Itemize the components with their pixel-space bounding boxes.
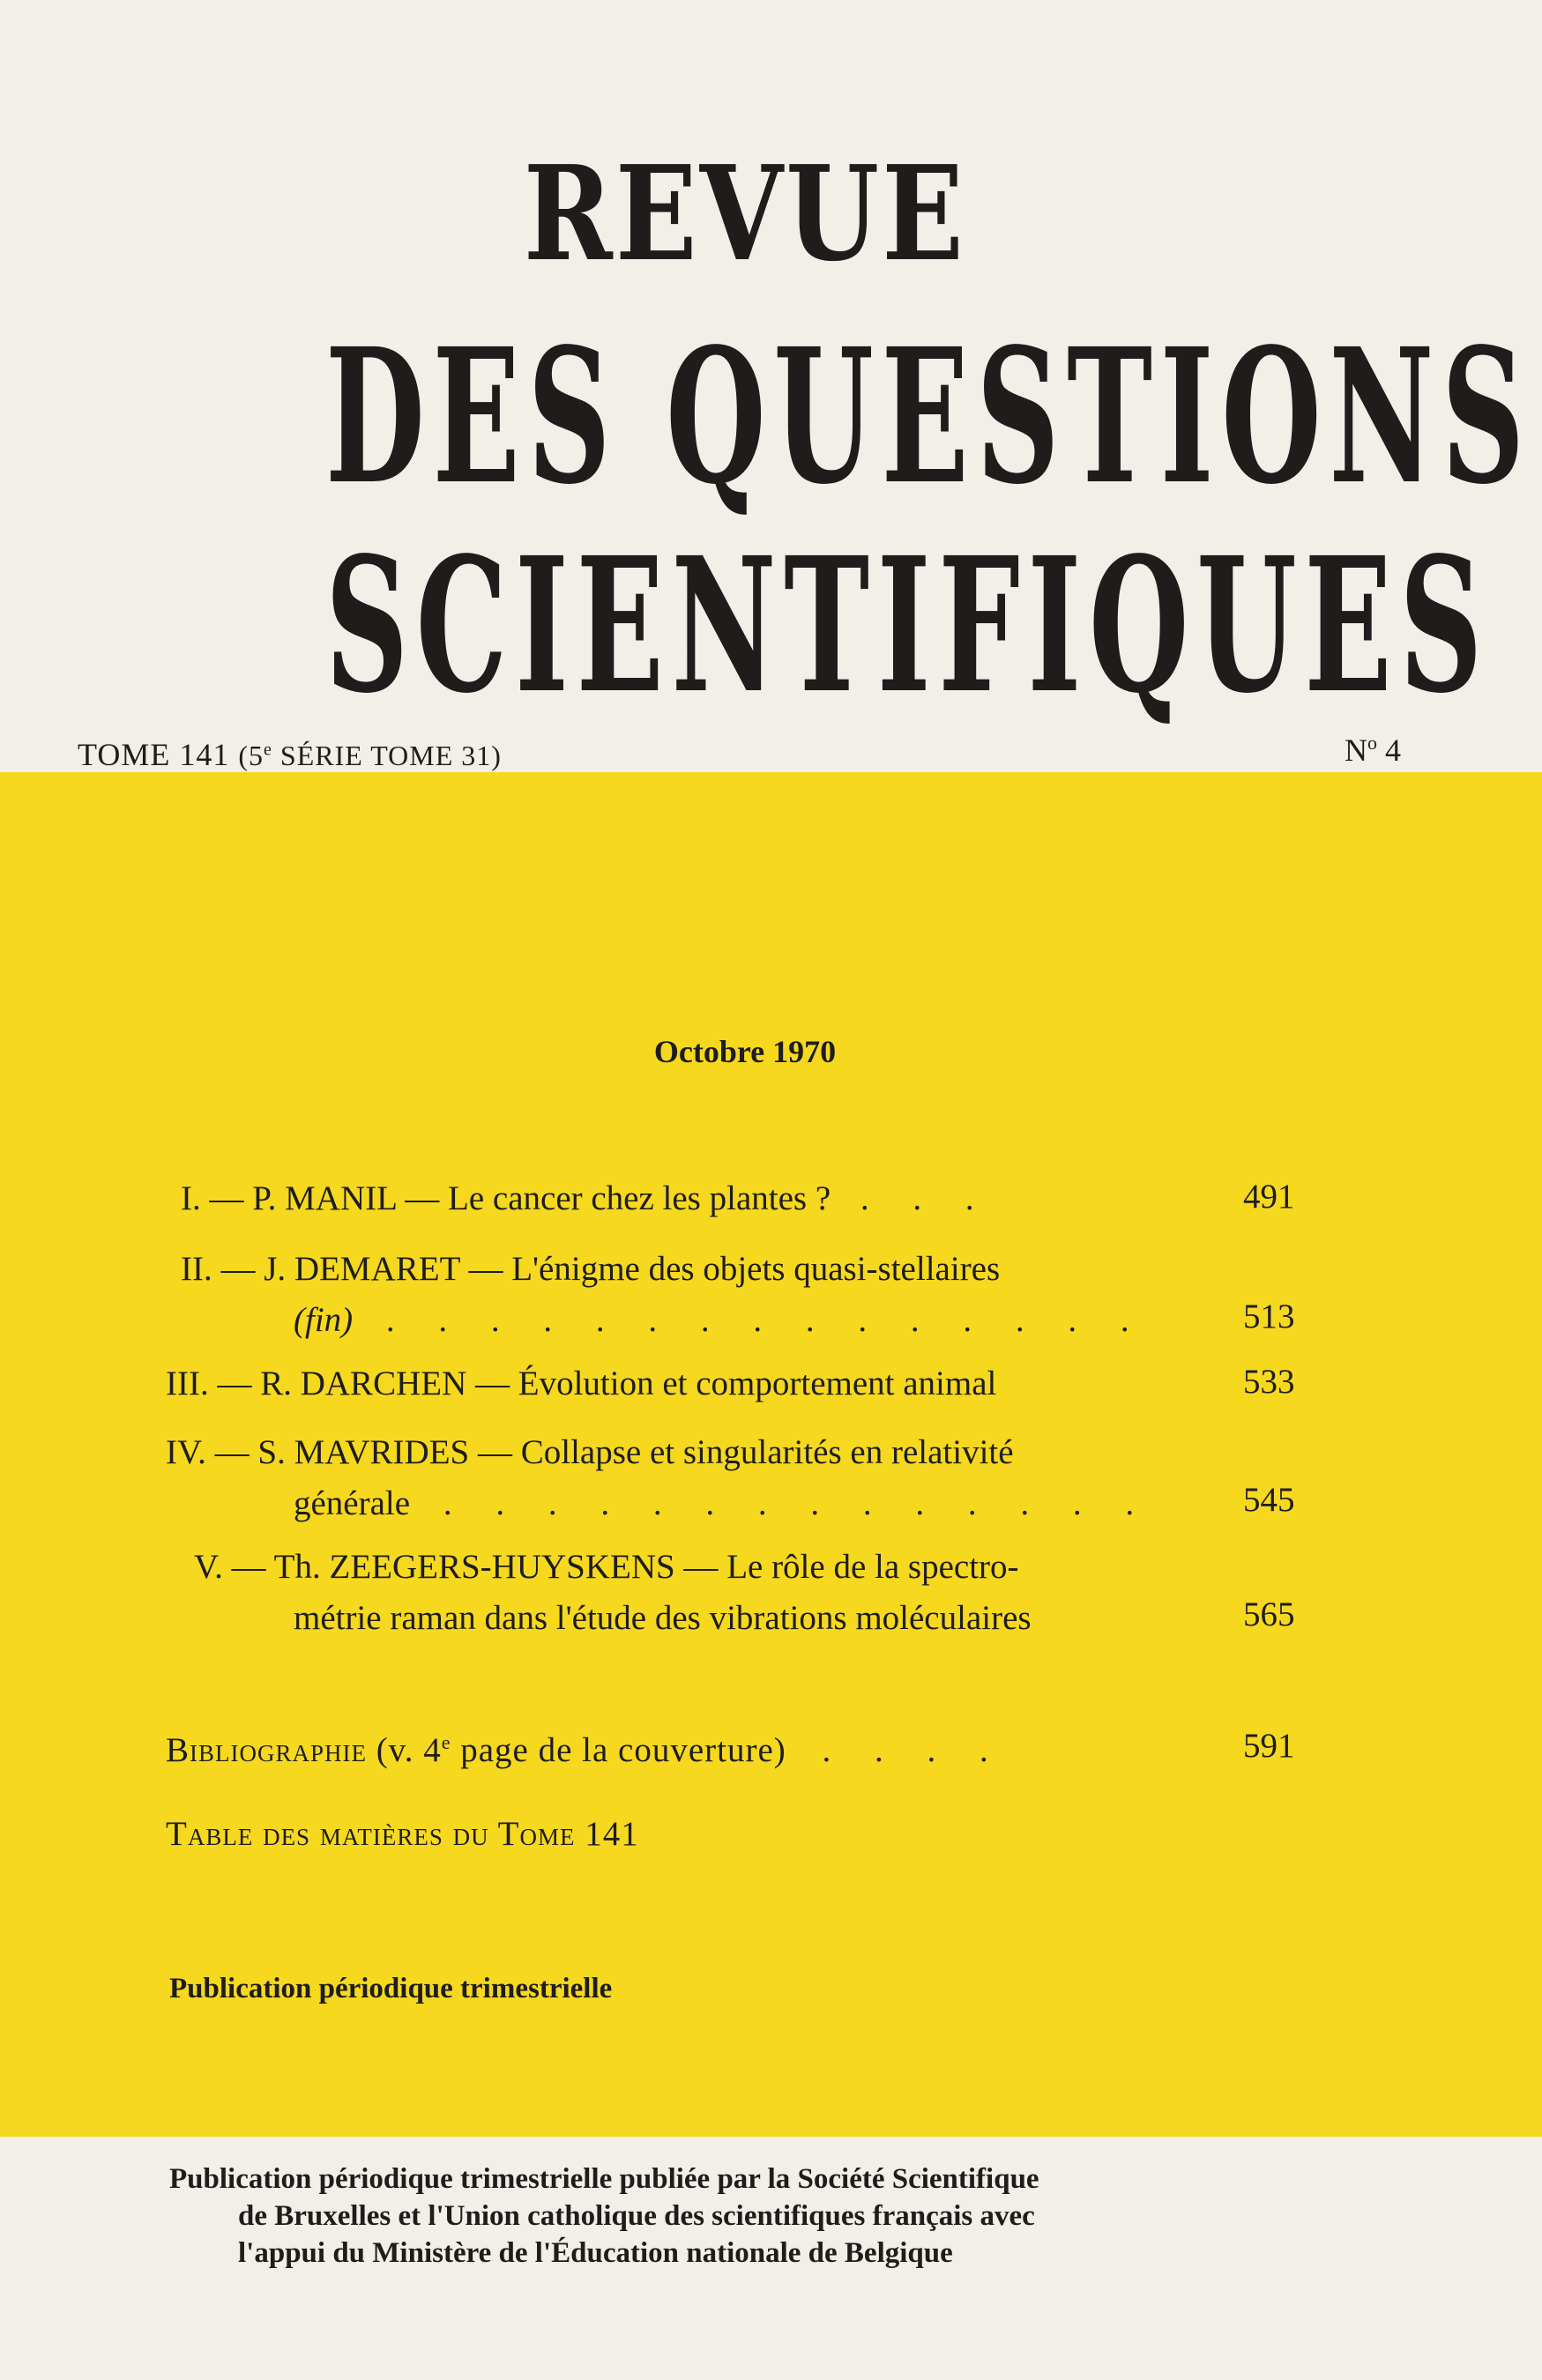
bibliographie-note-a: (v. 4 [376, 1731, 442, 1769]
toc-cont: générale [294, 1484, 411, 1522]
toc-roman: II. [181, 1250, 212, 1288]
title-scientifiques: SCIENTIFIQUES [325, 517, 1491, 734]
toc-page: 513 [1243, 1298, 1295, 1335]
toc-leader: . . . . . . . . . . . . . . [443, 1484, 1152, 1522]
table-label: Table des matières du Tome [166, 1815, 576, 1853]
serie-rest: SÉRIE TOME 31) [272, 740, 502, 771]
toc-page-4 [1243, 1483, 1295, 1517]
serie-open: (5 [238, 740, 264, 771]
serie-sup: e [264, 740, 272, 760]
toc-item-2-cont [294, 1303, 1147, 1337]
toc-page: 491 [1243, 1178, 1295, 1216]
toc-page-3 [1243, 1365, 1295, 1399]
numero-n: N [1345, 733, 1367, 768]
tome-number: TOME 141 [78, 737, 230, 772]
toc-title: L'énigme des objets quasi-stellaires [511, 1250, 1001, 1288]
toc-leader: . . . [860, 1179, 992, 1217]
toc-title: Le rôle de la spectro- [726, 1548, 1019, 1586]
toc-title: Collapse et singularités en relativité [520, 1433, 1014, 1471]
toc-page: 565 [1243, 1595, 1295, 1633]
toc-item-1 [181, 1181, 992, 1216]
title-revue: REVUE [523, 137, 967, 290]
toc-author: — J. DEMARET — [220, 1250, 503, 1288]
toc-author: — S. MAVRIDES — [214, 1433, 512, 1471]
bibliographie-note-b: page de la couverture) [451, 1731, 786, 1769]
footer-line-2: de Bruxelles et l'Union catholique des scientifiques français avec [238, 2200, 1035, 2232]
toc-page: 591 [1243, 1727, 1295, 1765]
toc-item-2 [181, 1252, 1000, 1286]
toc-roman: IV. [166, 1433, 206, 1471]
publication-note: Publication périodique trimestrielle [169, 1973, 613, 2004]
toc-item-5-cont [294, 1601, 1032, 1635]
toc-roman: III. [166, 1365, 209, 1402]
table-des-matieres-line [166, 1814, 639, 1854]
toc-page-2 [1243, 1299, 1295, 1334]
toc-item-4 [166, 1435, 1014, 1469]
table-tome: 141 [585, 1815, 639, 1853]
toc-roman: V. [194, 1548, 223, 1586]
toc-author: — P. MANIL — [209, 1179, 440, 1217]
toc-page: 533 [1243, 1363, 1295, 1401]
toc-page-1 [1243, 1179, 1295, 1214]
toc-author: — R. DARCHEN — [217, 1365, 510, 1402]
bibliographie-leader: . . . . [822, 1731, 1006, 1769]
numero-sup: o [1367, 732, 1377, 754]
footer-line-3: l'appui du Ministère de l'Éducation nationale de Belgique [238, 2237, 953, 2269]
toc-leader: . . . . . . . . . . . . . . . [385, 1301, 1147, 1339]
bibliographie-page [1243, 1729, 1295, 1763]
toc-item-3 [166, 1366, 996, 1401]
toc-page: 545 [1243, 1481, 1295, 1519]
toc-roman: I. [181, 1179, 201, 1217]
toc-page-5 [1243, 1597, 1295, 1632]
toc-item-4-cont [294, 1486, 1151, 1521]
toc-title: Évolution et comportement animal [518, 1365, 997, 1402]
footer-line-1: Publication périodique trimestrielle publiée par la Société Scientifique [169, 2163, 1039, 2195]
bibliographie-note-sup: e [441, 1731, 451, 1753]
toc-cont: (fin) [294, 1301, 354, 1339]
bibliographie-label: Bibliographie [166, 1731, 367, 1769]
issue-date: Octobre 1970 [653, 1034, 837, 1069]
bibliographie-line [166, 1730, 1006, 1770]
title-des-questions: DES QUESTIONS [325, 308, 1532, 525]
toc-author: — Th. ZEEGERS-HUYSKENS — [231, 1548, 719, 1586]
toc-title: Le cancer chez les plantes ? [448, 1179, 831, 1217]
issue-number [1345, 732, 1401, 769]
serie-info [238, 740, 502, 771]
toc-item-5 [194, 1550, 1019, 1584]
tome-line [78, 736, 502, 773]
toc-cont: métrie raman dans l'étude des vibrations moléculaires [294, 1599, 1032, 1637]
numero-value: 4 [1385, 733, 1401, 768]
bibliographie-note [376, 1731, 786, 1769]
